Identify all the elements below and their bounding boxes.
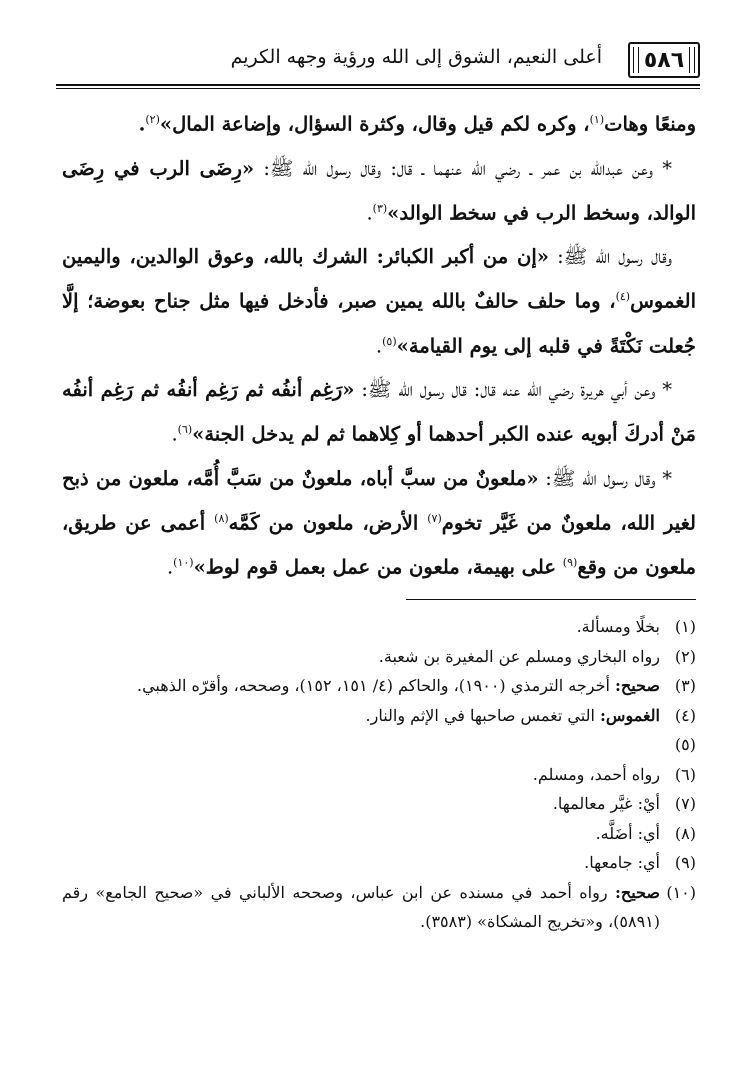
footnote-body: التي تغمس صاحبها في الإثم والنار. [365, 705, 600, 725]
footnote-item [62, 642, 696, 672]
footnote-text [62, 789, 660, 819]
paragraph-4 [62, 370, 696, 455]
footnote-number: (٩) [674, 853, 696, 872]
text-span: . [375, 334, 383, 357]
footnote-text [62, 671, 660, 701]
text-span: . [138, 112, 146, 136]
main-text [62, 100, 696, 592]
text-span: ومنعًا وهات [604, 112, 696, 136]
footnote-ref: (٢) [145, 113, 160, 126]
hadith-text: «ملعونٌ من سبَّ أباه، ملعونٌ من سَبَّ أُمَّه، ملعون من ذبح لغير الله، ملعونٌ من غَيَّر تخوم [62, 466, 696, 534]
footnote-text [62, 878, 660, 937]
intro-text: * وعن أبي هريرة رضي الله عنه قال: قال رسول الله ﷺ: [354, 378, 672, 401]
header-rule [56, 84, 700, 86]
footnote-ref: (٥) [382, 334, 397, 348]
footnote-ref: (١) [589, 113, 605, 126]
footnote-text [62, 819, 660, 849]
footnote-ref: (١٠) [173, 556, 194, 569]
footnote-number: (١٠) [666, 882, 696, 902]
footnote-text [62, 760, 660, 790]
paragraph-1 [62, 100, 696, 145]
footnote-item [62, 878, 696, 937]
text-span: . [171, 422, 178, 446]
hadith-text: الأرض، ملعون من كَمَّه [228, 511, 428, 534]
intro-text: وقال رسول الله ﷺ: [548, 245, 672, 268]
footnote-number: (٦) [674, 764, 696, 784]
footnote-ref: (٩) [562, 556, 578, 569]
page-header [56, 40, 700, 86]
footnote-body: أي: أضَلَّه. [595, 823, 660, 843]
page-number-box [628, 42, 700, 78]
footnote-body: أيْ: غيَّر معالمها. [552, 794, 660, 813]
footnote-ref: (٨) [214, 511, 229, 525]
text-span: . [166, 555, 174, 579]
paragraph-2 [62, 149, 696, 234]
hadith-text: «رَغِم أنفُه ثم رَغِم أنفُه ثم رَغِم أنفُه مَنْ أدركَ أبويه عنده الكبر أحدهما أو كِلاهما ثم لم يدخل الجنة» [62, 378, 696, 446]
footnote-body: أي: جامعها. [584, 853, 660, 872]
footnote-number: (٧) [674, 794, 696, 813]
footnote-ref: (٧) [427, 511, 442, 525]
footnote-text [62, 642, 660, 672]
footnotes [62, 612, 696, 937]
footnote-item [62, 701, 696, 731]
hadith-text: على بهيمة، ملعون من عمل بعمل قوم لوط» [193, 555, 563, 579]
text-span: ، وكره لكم قيل وقال، وكثرة السؤال، وإضاعة المال» [159, 112, 590, 136]
footnote-body: رواه البخاري ومسلم عن المغيرة بن شعبة. [378, 646, 660, 666]
footnote-body: رواه أحمد في مسنده عن ابن عباس، وصححه الألباني في «صحيح الجامع» رقم (٥٨٩١)، و«تخريج المشكاة» (٣٥٨٣). [62, 882, 660, 931]
footnote-label: صحيح: [615, 882, 660, 902]
hadith-text: ، وما حلف حالفٌ بالله يمين صبر، فأدخل فيها مثل جناح بعوضة؛ إلَّا جُعلت نَكْتَةً في قلبه إلى يوم القيامة» [62, 289, 696, 357]
footnote-number: (٥) [674, 735, 696, 754]
hadith-text: أعمى عن طريق، ملعون من وقع [62, 511, 696, 579]
footnote-text [62, 701, 660, 731]
footnote-item [62, 612, 696, 642]
footnote-number: (١) [674, 617, 696, 636]
footnote-body: رواه أحمد، ومسلم. [532, 764, 660, 784]
paragraph-5 [62, 459, 696, 588]
footnote-ref: (٤) [615, 290, 631, 303]
footnote-number: (٤) [674, 705, 696, 725]
footnote-separator [406, 599, 696, 600]
page-number: ٥٨٦ [643, 47, 685, 73]
paragraph-3 [62, 237, 696, 366]
footnote-body: أخرجه الترمذي (١٩٠٠)، والحاكم (٤/ ١٥١، ١٥٢)، وصححه، وأقرّه الذهبي. [136, 676, 616, 695]
footnote-body: بخلًا ومسألة. [576, 617, 660, 636]
footnote-ref: (٦) [177, 423, 193, 436]
intro-text: * وعن عبدالله بن عمر ـ رضي الله عنهما ـ قال: وقال رسول الله ﷺ: [254, 156, 673, 180]
footnote-number: (٣) [674, 676, 696, 695]
hadith-text: «رِضَى الرب في رِضَى الوالد، وسخط الرب في سخط الوالد» [62, 156, 696, 224]
footnote-text [62, 848, 660, 878]
footnote-ref: (٣) [372, 201, 388, 215]
footnote-item [62, 760, 696, 790]
intro-text: * وقال رسول الله ﷺ: [538, 466, 672, 490]
hadith-text: «إن من أكبر الكبائر: الشرك بالله، وعوق الوالدين، واليمين الغموس [62, 245, 696, 313]
footnote-item [62, 848, 696, 878]
footnote-item [62, 819, 696, 849]
footnote-label: الغموس: [600, 705, 660, 725]
running-title: أعلى النعيم، الشوق إلى الله ورؤية وجهه الكريم [230, 46, 602, 68]
footnote-text [62, 730, 660, 760]
footnote-item [62, 671, 696, 701]
footnote-number: (٨) [674, 823, 696, 843]
footnote-text [62, 612, 660, 642]
footnote-label: صحيح: [615, 676, 660, 695]
footnote-item [62, 789, 696, 819]
text-span: . [366, 201, 373, 224]
footnote-item [62, 730, 696, 760]
footnote-number: (٢) [674, 646, 696, 666]
